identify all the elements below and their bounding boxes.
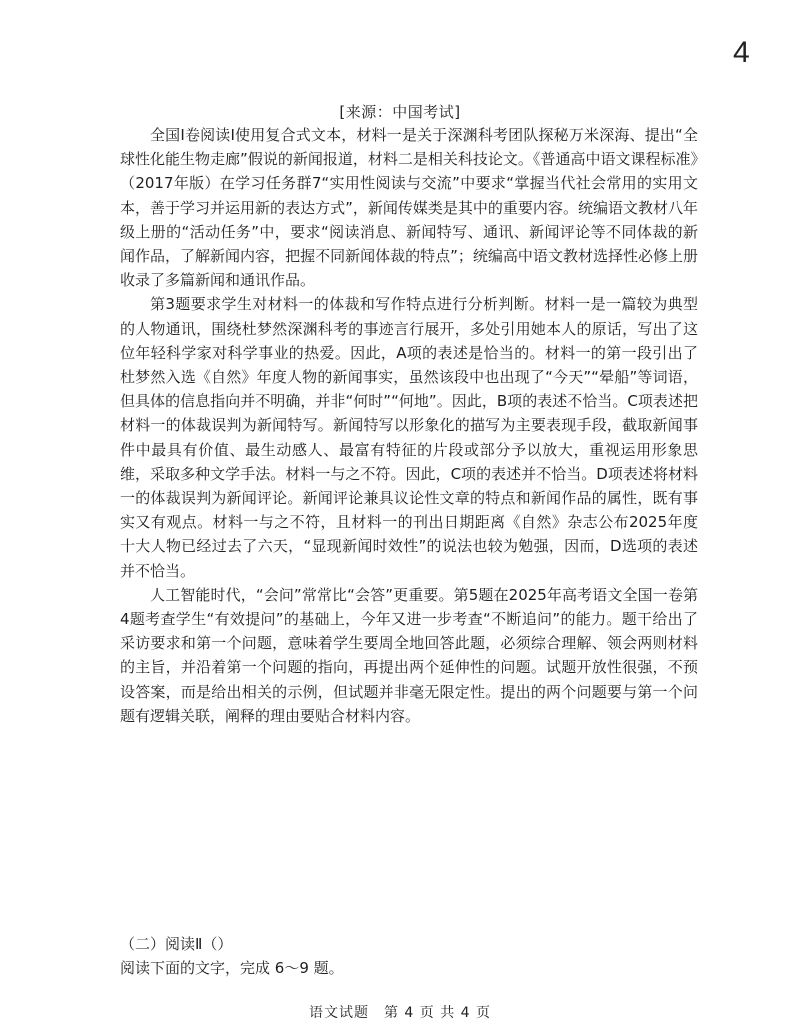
page-footer: 语文试题 第 4 页 共 4 页 (308, 1005, 492, 1021)
paragraph: 人工智能时代，“会问”常常比“会答”更重要。第5题在2025年高考语文全国一卷第4题考查学生“有效提问”的基础上，今年又进一步考查“不断追问”的能力。题干给出了采访要求和第一个问题，意味着学生要周全地回答此题，必须综合理解、领会两则材料的主旨，并沿着第一个问题的指向，再提出两个延伸性的问题。试题开放性很强，不预设答案，而是给出相关的示例，但试题并非毫无限定性。提出的两个问题要与第一个问题有逻辑关联，阐释的理由要贴合材料内容。 (120, 585, 698, 725)
paragraph: 第3题要求学生对材料一的体裁和写作特点进行分析判断。材料一是一篇较为典型的人物通讯，围绕杜梦然深渊科考的事迹言行展开，多处引用她本人的原话，写出了这位年轻科学家对科学事业的热爱。因此，A项的表述是恰当的。材料一的第一段引出了杜梦然入选《自然》年度人物的新闻事实，虽然该段中也出现了“今天”“晕船”等词语，但具体的信息指向并不明确，并非“何时”“何地”。因此，B项的表述不恰当。C项表述把材料一的体裁误判为新闻特写。新闻特写以形象化的描写为主要表现手段，截取新闻事件中最具有价值、最生动感人、最富有特征的片段或部分予以放大，重视运用形象思维，采取多种文学手法。材料一与之不符。因此，C项的表述并不恰当。D项表述将材料一的体裁误判为新闻评论。新闻评论兼具议论性文章的特点和新闻作品的属性，既有事实又有观点。材料一与之不符，且材料一的刊出日期距离《自然》杂志公布2025年度十大人物已经过去了六天，“显现新闻时效性”的说法也较为勉强，因而，D选项的表述并不恰当。 (120, 295, 698, 580)
body-text (120, 123, 698, 728)
source-line: [来源：中国考试] (339, 103, 461, 121)
section-heading: （二）阅读Ⅱ（） (120, 935, 233, 953)
page-number: 4 (733, 36, 750, 69)
section-instruction: 阅读下面的文字，完成 6～9 题。 (120, 959, 344, 977)
paragraph: 全国Ⅰ卷阅读Ⅰ使用复合式文本，材料一是关于深渊科考团队探秘万米深海、提出“全球性化能生物走廊”假说的新闻报道，材料二是相关科技论文。《普通高中语文课程标准》（2017年版）在学习任务群7“实用性阅读与交流”中要求“掌握当代社会常用的实用文本，善于学习并运用新的表达方式”，新闻传媒类是其中的重要内容。统编语文教材八年级上册的“活动任务”中，要求“阅读消息、新闻特写、通讯、新闻评论等不同体裁的新闻作品，了解新闻内容，把握不同新闻体裁的特点”；统编高中语文教材选择性必修上册收录了多篇新闻和通讯作品。 (120, 126, 698, 290)
